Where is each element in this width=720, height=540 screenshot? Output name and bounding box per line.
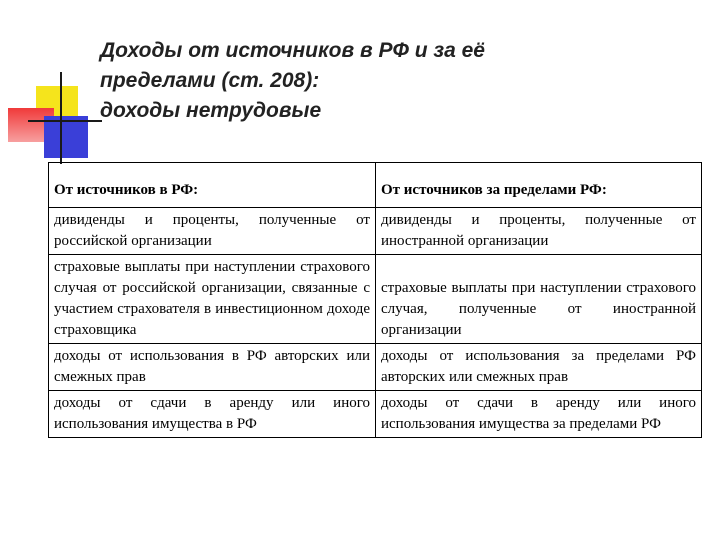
logo-horizontal-line [28, 120, 102, 122]
logo-vertical-line [60, 72, 62, 164]
table-row [49, 391, 702, 438]
cell-foreign: страховые выплаты при наступлении страхового случая, полученные от иностранной организации [376, 255, 702, 344]
table-row [49, 208, 702, 255]
header-domestic: От источников в РФ: [49, 163, 376, 208]
title-line: пределами (ст. 208): [100, 69, 320, 92]
cell-foreign: доходы от использования за пределами РФ авторских или смежных прав [376, 344, 702, 391]
title-line: Доходы от источников в РФ и за её [100, 39, 485, 62]
header-foreign: От источников за пределами РФ: [376, 163, 702, 208]
table-row [49, 344, 702, 391]
cell-domestic: страховые выплаты при наступлении страхового случая от российской организации, связанные с участием страхователя в инвестиционном доходе страховщика [49, 255, 376, 344]
table-row [49, 255, 702, 344]
slide-title [100, 36, 660, 126]
cell-domestic: доходы от использования в РФ авторских или смежных прав [49, 344, 376, 391]
table-header-row [49, 163, 702, 208]
cell-domestic: доходы от сдачи в аренду или иного использования имущества в РФ [49, 391, 376, 438]
cell-foreign: доходы от сдачи в аренду или иного использования имущества за пределами РФ [376, 391, 702, 438]
logo-blue-square [44, 116, 88, 158]
income-sources-table [48, 162, 702, 438]
cell-foreign: дивиденды и проценты, полученные от иностранной организации [376, 208, 702, 255]
title-line: доходы нетрудовые [100, 99, 322, 122]
cell-domestic: дивиденды и проценты, полученные от российской организации [49, 208, 376, 255]
